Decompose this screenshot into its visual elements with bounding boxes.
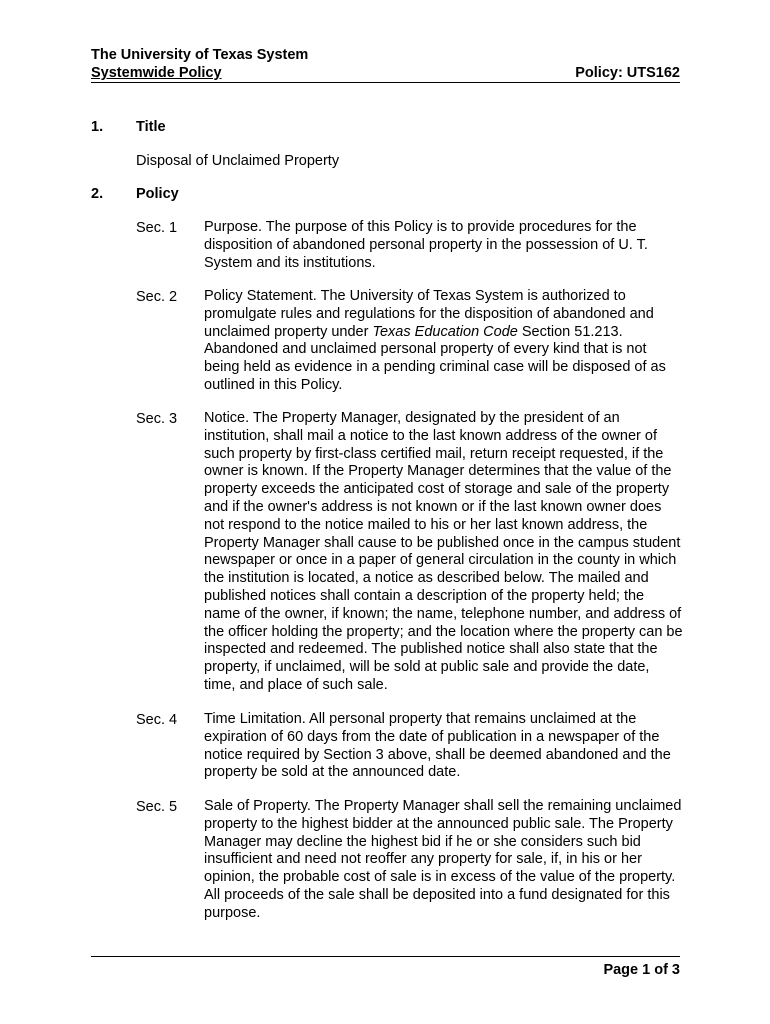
subsection-text: Time Limitation. All personal property that remains unclaimed at the expiration of 60 days from the date of publication in a newspaper of the notice required by Section 3 above, shall be deemed abandoned and the property be sold at the announced date. xyxy=(204,711,671,781)
subsection-label: Sec. 4 xyxy=(136,712,178,728)
section-2-heading: Policy xyxy=(136,186,179,202)
header-row xyxy=(91,64,680,83)
subsection-label: Sec. 2 xyxy=(136,289,178,305)
subsection-text: Notice. The Property Manager, designated by the president of an institution, shall mail a notice to the last known address of the owner of such property by first-class certified mail, return receipt requested, if the owner is known. If the Property Manager determines that the value of the property exceeds the anticipated cost of storage and sale of the property and if the owner's address is not known or if the last known owner does not respond to the notice mailed to his or her last known address, the Property Manager shall cause to be published once in the campus student newspaper or once in a paper of general circulation in the county in which the institution is located, a notice as described below. The mailed and published notices shall contain a description of the property held; the name of the owner, if known; the name, telephone number, and address of the officer holding the property; and the location where the property can be inspected and redeemed. The published notice shall also state that the property, if unclaimed, will be sold at public sale and provide the date, time, and place of such sale. xyxy=(204,410,683,693)
subsection-body xyxy=(204,711,684,782)
section-1-heading: Title xyxy=(136,119,166,135)
header-org: The University of Texas System xyxy=(91,47,309,63)
subsection-text-part: Section 51.213. Abandoned and unclaimed personal property of every kind that is not being held as evidence in a pending criminal case will be disposed of as outlined in this Policy. xyxy=(204,323,666,393)
section-1-number: 1. xyxy=(91,119,104,135)
subsection-body xyxy=(204,798,684,923)
subsection-body xyxy=(204,219,684,272)
subsection-text: Sale of Property. The Property Manager shall sell the remaining unclaimed property to the highest bidder at the announced public sale. The Property Manager may decline the highest bid if he or she considers such bid insufficient and need not reoffer any property for sale, if, in his or her opinion, the probable cost of sale is in excess of the value of the property. All proceeds of the sale shall be deposited into a fund designated for this purpose. xyxy=(204,798,682,921)
section-2-number: 2. xyxy=(91,186,104,202)
subsection-label: Sec. 1 xyxy=(136,220,178,236)
subsection-label: Sec. 3 xyxy=(136,411,178,427)
subsection-body xyxy=(204,410,684,695)
statute-reference: Texas Education Code xyxy=(372,323,518,340)
subsection-body xyxy=(204,288,684,395)
subsection-text xyxy=(204,288,684,395)
page-number: Page 1 of 3 xyxy=(603,962,680,978)
header-scope: Systemwide Policy xyxy=(91,65,222,81)
header-policy-id: Policy: UTS162 xyxy=(575,65,680,81)
subsection-text-part: Policy Statement. The University of Texas System is authorized to promulgate rules and regulations for the disposition of abandoned and unclaimed property under xyxy=(204,288,654,340)
subsection-text: Purpose. The purpose of this Policy is to provide procedures for the disposition of abandoned personal property in the possession of U. T. System and its institutions. xyxy=(204,219,648,271)
section-1-text: Disposal of Unclaimed Property xyxy=(136,153,340,169)
footer-rule xyxy=(91,956,680,957)
subsection-label: Sec. 5 xyxy=(136,799,178,815)
